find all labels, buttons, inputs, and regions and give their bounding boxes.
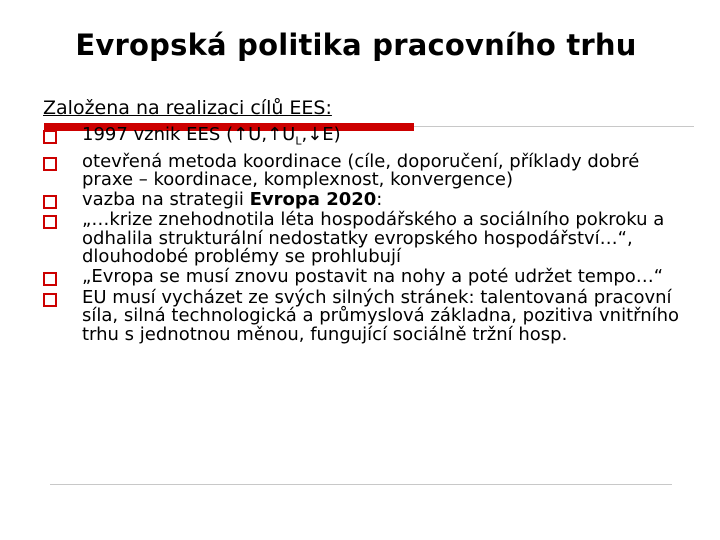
list-item-text: EU musí vycházet ze svých silných stránek: talentovaná pracovní síla, silná technologická a průmyslová základna, pozitiva vnitřního trhu s jednotnou měnou, fungující sociálně tržní hosp. (82, 286, 680, 345)
list-item (43, 126, 683, 151)
bottom-divider (50, 484, 672, 485)
list-item-text: otevřená metoda koordinace (cíle, doporučení, příklady dobré praxe – koordinace, komplexnost, konvergence) (82, 150, 640, 191)
square-bullet-icon (43, 157, 57, 171)
subscript-l: L (295, 134, 302, 148)
list-item-text: „Evropa se musí znovu postavit na nohy a poté udržet tempo…“ (82, 266, 664, 288)
list-item-text: „…krize znehodnotila léta hospodářského a sociálního pokroku a odhalila strukturální nedostatky evropského hospodářství…“, dlouhodobé problémy se prohlubují (82, 209, 665, 268)
list-item (43, 286, 683, 345)
square-bullet-icon (43, 293, 57, 307)
square-bullet-icon (43, 195, 57, 209)
list-item-text: 1997 vznik EES $(↑U,↑U_L,↓E)$ (82, 124, 341, 148)
square-bullet-icon (43, 130, 57, 144)
list-item (43, 150, 683, 191)
bullet-list (43, 126, 683, 346)
square-bullet-icon (43, 215, 57, 229)
slide-title: Evropská politika pracovního trhu (75, 28, 637, 62)
square-bullet-icon (43, 272, 57, 286)
list-item-text: vazba na strategii Evropa 2020: (82, 189, 383, 211)
list-item (43, 268, 683, 287)
list-item (43, 211, 683, 267)
list-item (43, 191, 683, 210)
bold-strategy-name: Evropa 2020 (249, 189, 377, 211)
section-heading: Založena na realizaci cílů EES: (43, 97, 332, 119)
